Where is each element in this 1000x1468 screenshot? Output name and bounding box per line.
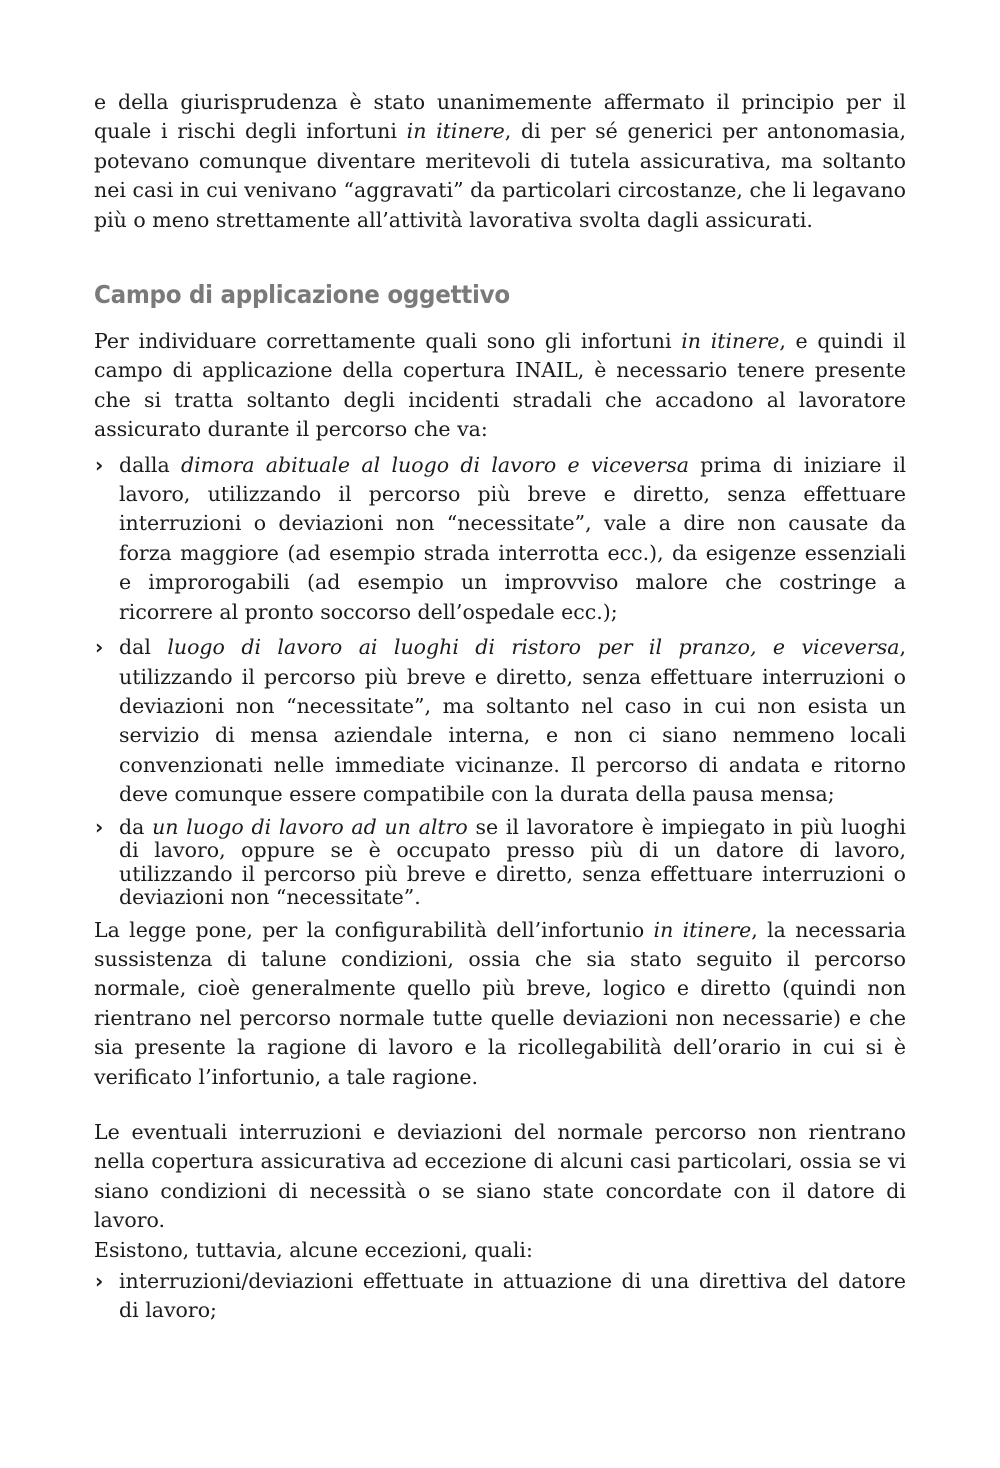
- bullet-text-post: , utilizzando il percorso più breve e diretto, senza effettuare interruzioni o deviazioni non “necessitate”, ma soltanto nel caso in cui non esista un servizio di mensa aziendale interna, e non ci siano nemmeno locali convenzionati nelle immediate vicinanze. Il percorso di andata e ritorno deve comunque essere compatibile con la durata della pausa mensa;: [119, 635, 906, 807]
- intro-emphasis: in itinere: [406, 119, 505, 144]
- bullet-text: interruzioni/deviazioni effettuate in attuazione di una direttiva del datore di lavoro;: [119, 1269, 906, 1323]
- p2-emphasis: in itinere: [653, 917, 752, 942]
- intro-paragraph: [94, 88, 906, 235]
- bullet-emphasis: un luogo di lavoro ad un altro: [152, 814, 468, 839]
- chevron-right-icon: ›: [95, 1269, 104, 1293]
- bullet-text-pre: da: [119, 814, 153, 839]
- list-item: [94, 633, 906, 809]
- p2-text-1: La legge pone, per la configurabilità dell’infortunio: [94, 917, 654, 942]
- section-paragraph-3: Le eventuali interruzioni e deviazioni del normale percorso non rientrano nella copertura assicurativa ad eccezione di alcuni casi particolari, ossia se vi siano condizioni di necessità o se siano state concordate con il datore di lavoro.: [94, 1119, 906, 1233]
- list-item: [94, 1267, 906, 1326]
- p2-text-2: , la necessaria sussistenza di talune condizioni, ossia che sia stato seguito il percorso normale, cioè generalmente quello più breve, logico e diretto (quindi non rientrano nel percorso normale tutte quelle deviazioni non necessarie) e che sia presente la ragione di lavoro e la ricollegabilità dell’orario in cui si è verificato l’infortunio, a tale ragione.: [94, 917, 906, 1089]
- p1-emphasis: in itinere: [681, 329, 780, 354]
- section-paragraph-1: [94, 327, 906, 445]
- p1-text-1: Per individuare correttamente quali sono gli infortuni: [94, 329, 682, 354]
- p1-text-2: , e quindi il campo di applicazione della copertura INAIL, è necessario tenere presente che si tratta soltanto degli incidenti stradali che accadono al lavoratore assicurato durante il percorso che va:: [94, 329, 906, 442]
- intro-text-2: , di per sé generici per antonomasia, potevano comunque diventare meritevoli di tutela assicurativa, ma soltanto nei casi in cui venivano “aggravati” da particolari circostanze, che li legavano più o meno strettamente all’attività lavorativa svolta dagli assicurati.: [94, 119, 906, 232]
- section-heading: Campo di applicazione oggettivo: [94, 280, 510, 310]
- section-paragraph-4: Esistono, tuttavia, alcune eccezioni, quali:: [94, 1237, 533, 1262]
- section-paragraph-2: [94, 916, 906, 1092]
- list-item: [94, 451, 906, 627]
- chevron-right-icon: ›: [95, 814, 104, 839]
- document-page: [94, 88, 906, 1332]
- route-bullet-list: [94, 451, 906, 910]
- intro-text-1: e della giurisprudenza è stato unanimemente affermato il principio per il quale i rischi degli infortuni: [94, 90, 906, 144]
- chevron-right-icon: ›: [95, 635, 104, 660]
- bullet-emphasis: luogo di lavoro ai luoghi di ristoro per il pranzo, e viceversa: [167, 635, 900, 660]
- chevron-right-icon: ›: [95, 452, 104, 477]
- bullet-text-post: se il lavoratore è impiegato in più luoghi di lavoro, oppure se è occupato presso più di un datore di lavoro, utilizzando il percorso più breve e diretto, senza effettuare interruzioni o deviazioni non “necessitate”.: [119, 814, 906, 910]
- bullet-text-pre: dalla: [119, 452, 181, 477]
- bullet-emphasis: dimora abituale al luogo di lavoro e viceversa: [181, 452, 689, 477]
- bullet-text-post: prima di iniziare il lavoro, utilizzando il percorso più breve e diretto, senza effettuare interruzioni o deviazioni non “necessitate”, vale a dire non causate da forza maggiore (ad esempio strada interrotta ecc.), da esigenze essenziali e improrogabili (ad esempio un improvviso malore che costringe a ricorrere al pronto soccorso dell’ospedale ecc.);: [119, 452, 906, 624]
- exceptions-bullet-list: [94, 1267, 906, 1326]
- bullet-text-pre: dal: [119, 635, 168, 660]
- list-item: [94, 816, 906, 910]
